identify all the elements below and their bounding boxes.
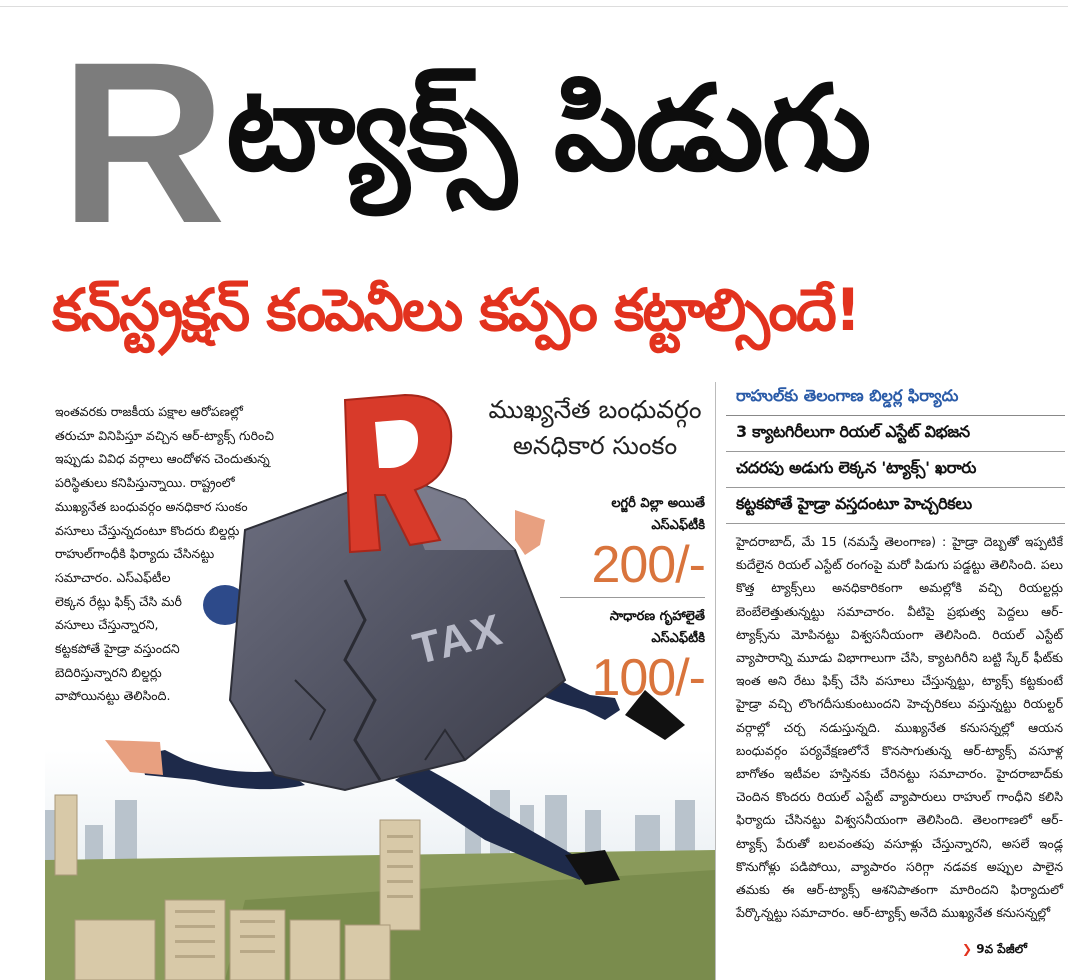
left-article-line: కట్టకపోతే హైడ్రా వస్తుందని — [55, 641, 180, 657]
callout-line: ముఖ్యనేత బంధువర్గం — [488, 395, 702, 424]
callout — [470, 392, 720, 464]
left-article-line: లెక్కన రేట్లు ఫిక్స్‌ చేసి మరీ — [55, 593, 182, 609]
left-article-line: రాహుల్‌గాంధీకి ఫిర్యాదు చేసినట్టు — [55, 546, 215, 562]
left-article-line: వసూలు చేస్తున్నారని, — [55, 617, 159, 633]
top-rule — [0, 0, 1068, 7]
left-article-line: తరుచూ వినిపిస్తూ వచ్చిన ఆర్‌-ట్యాక్స్‌ గురించి — [55, 427, 274, 443]
left-article-line: వసూలు చేస్తున్నదంటూ కొందరు బిల్డర్లు — [55, 522, 240, 538]
bullet-point: కట్టకపోతే హైడ్రా వస్తదంటూ హెచ్చరికలు — [726, 488, 1065, 524]
price-label: సాధారణ గృహాలైతే — [609, 609, 705, 624]
headline — [60, 13, 1060, 271]
hand-right — [515, 510, 545, 555]
price-label: లగ్జరీ విల్లా అయితే — [611, 496, 705, 511]
left-article-line: పరిస్థితులు కనిపిస్తున్నాయి. రాష్ట్రంలో — [55, 475, 235, 491]
price-value: 100/- — [591, 649, 705, 707]
bullet-point: చదరపు అడుగు లెక్కన 'ట్యాక్స్‌' ఖరారు — [726, 452, 1065, 488]
price-block — [560, 493, 705, 706]
bullet-point: 3 క్యాటగిరీలుగా రియల్‌ ఎస్టేట్‌ విభజన — [726, 416, 1065, 452]
jump-arrow-icon: ❯ — [962, 942, 973, 956]
price-label: ఎస్‌ఎఫ్‌టీకి — [651, 518, 705, 533]
left-article-line: బెదిరిస్తున్నారని బిల్డర్లు — [55, 664, 162, 680]
price-value: 200/- — [591, 536, 705, 594]
headline-letter: R — [60, 13, 221, 271]
subheadline: కన్‌స్ట్రక్షన్ కంపెనీలు కప్పం కట్టాల్సిందే! — [52, 275, 860, 344]
right-article-body: హైదరాబాద్‌, మే 15 (నమస్తే తెలంగాణ) : హైడ్రా దెబ్బతో ఇప్పటికే కుదేలైన రియల్‌ ఎస్టేట్‌ రంగంపై మరో పిడుగు పడ్డట్టు తెలిసింది. పలు కొత్త ట్యాక్స్‌లు అనధికారికంగా అమల్లోకి వచ్చి రియల్టర్లు బెంబేలెత్తుతున్నట్టు సమాచారం. వీటిపై ప్రభుత్వ పెద్దలు ఆర్‌-ట్యాక్స్‌ను మోపినట్టు విశ్వసనీయంగా తెలిసింది. రియల్‌ ఎస్టేట్‌ వ్యాపారాన్ని మూడు విభాగాలుగా చేసి, క్యాటగిరీని బట్టి స్కేర్‌ ఫీట్‌కు ఇంత అని రేటు ఫిక్స్‌ చేసి వసూలు చేస్తున్నట్టు, ట్యాక్స్‌ కట్టకుంటే హైడ్రా వచ్చి లొంగదీసుకుంటుందని హెచ్చరికలు వస్తున్నట్టు రియల్టర్‌ వర్గాల్లో చర్చ నడుస్తున్నది. ముఖ్యనేత కనుసన్నల్లో ఆయన బంధువర్గం పర్యవేక్షణలోనే కొనసాగుతున్న ఆర్‌-ట్యాక్స్‌ వసూళ్ల బాగోతం ఇటీవల హస్తినకు చేరినట్టు సమాచారం. హైదరాబాద్‌కు చెందిన కొందరు రియల్‌ ఎస్టేట్‌ వ్యాపారులు రాహుల్‌ గాంధీని కలిసి ఫిర్యాదు చేసినట్టు విశ్వసనీయంగా తెలిసింది. తెలంగాణలో ఆర్‌-ట్యాక్స్‌ పేరుతో బలవంతపు వసూళ్లు చేస్తున్నారని, అసలే ఇండ్ల కొనుగోళ్లు పడిపోయి, వ్యాపారం సరిగ్గా నడవక అప్పుల పాలైన తమకు ఈ ఆర్‌-ట్యాక్స్‌ ఆశనిపాతంగా మారిందని ఫిర్యాదులో పేర్కొన్నట్టు సమాచారం. ఆర్‌-ట్యాక్స్‌ అనేది ముఖ్యనేత కనుసన్నల్లో — [736, 534, 1063, 921]
right-column — [715, 382, 1065, 980]
left-article-line: సమాచారం. ఎస్‌ఎఫ్‌టీల — [55, 569, 171, 585]
headline-text: ట్యాక్స్ పిడుగు — [226, 59, 870, 197]
price-label: ఎస్‌ఎఫ్‌టీకి — [651, 631, 705, 646]
left-article-line: ముఖ్యనేత బంధువర్గం అనధికార సుంకం — [55, 498, 248, 514]
left-article-line: ఇంతవరకు రాజకీయ పక్షాల ఆరోపణల్లో — [55, 404, 243, 419]
tax-label: TAX — [408, 604, 509, 675]
continued-jump — [960, 942, 1029, 959]
callout-line: అనధికార సుంకం — [512, 431, 678, 460]
left-article — [55, 400, 305, 708]
left-article-line: ఇప్పుడు వివిధ వర్గాలు ఆందోళన చెందుతున్న — [55, 451, 270, 467]
left-article-line: వాపోయినట్టు తెలిసింది. — [55, 688, 171, 704]
price-divider — [560, 597, 705, 598]
right-kicker: రాహుల్‌కు తెలంగాణ బిల్డర్ల ఫిర్యాదు — [726, 382, 1065, 416]
jump-text: 9వ పేజీలో — [976, 942, 1027, 956]
